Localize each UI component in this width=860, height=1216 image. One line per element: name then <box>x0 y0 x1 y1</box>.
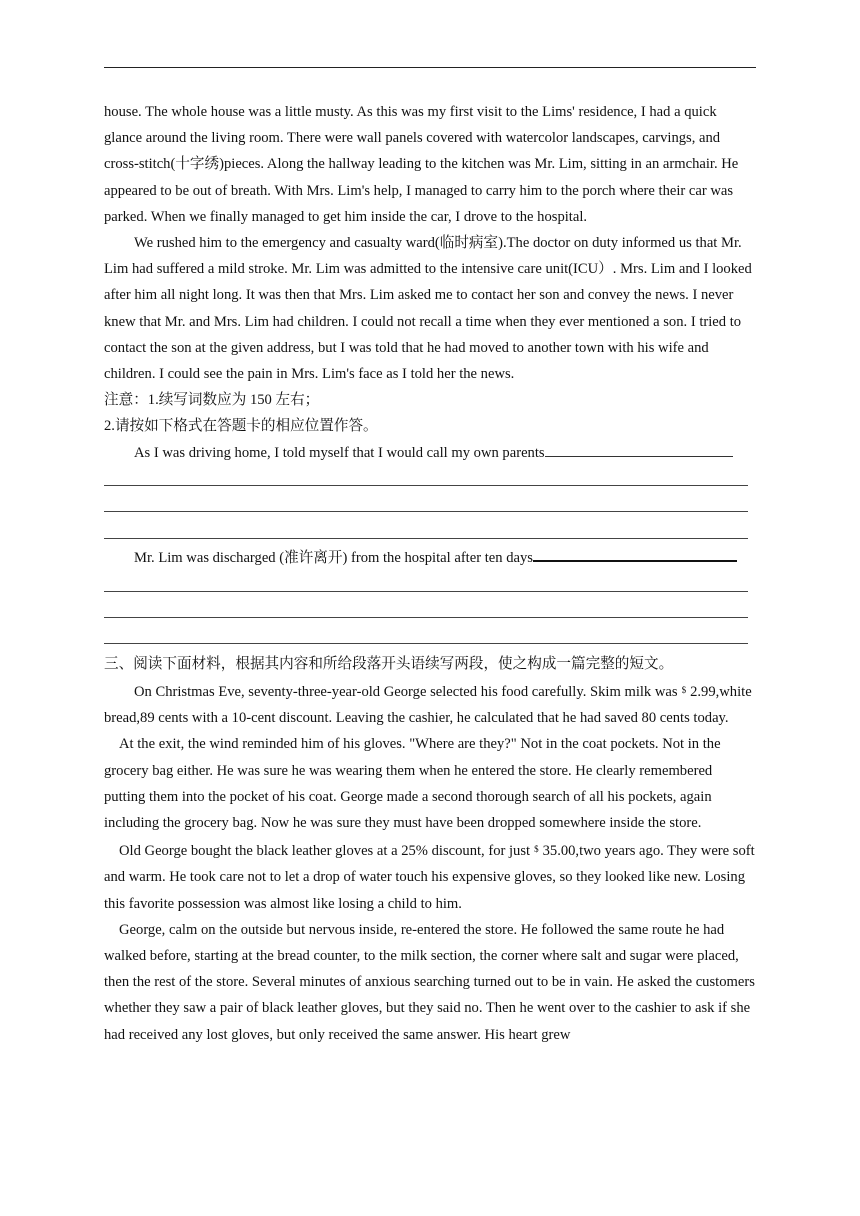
dollar-sign: $ <box>534 844 539 855</box>
dollar-sign: $ <box>681 684 687 695</box>
george-paragraph-2: At the exit, the wind reminded him of his gloves. "Where are they?" Not in the coat pockets. Not in the grocery bag either. He was sure he was wearing them when he entered the store. He clearly remembered putting them into the pocket of his coat. George made a second thorough search of all his pockets, again including the grocery bag. Now he was sure they must have been dropped somewhere inside the store. <box>104 736 721 831</box>
prompt-2-blank <box>533 546 737 562</box>
header-rule <box>104 67 756 68</box>
answer-line <box>104 598 756 624</box>
george-paragraph-3: Old George bought the black leather gloves at a 25% discount, for just $ 35.00,two years ago. They were soft and warm. He took care not to let a drop of water touch his expensive gloves, so they looked like new. Losing this favorite possession was almost like losing a child to him. <box>104 843 755 912</box>
answer-line <box>104 572 756 598</box>
section-3-heading: 三、阅读下面材料，根据其内容和所给段落开头语续写两段，使之构成一篇完整的短文。 <box>104 655 674 672</box>
story-paragraph-1: house. The whole house was a little musty. As this was my first visit to the Lims' residence, I had a quick glance around the living room. There were wall panels covered with watercolor landscapes, carvings, and cross-stitch(十字绣)pieces. Along the hallway leading to the kitchen was Mr. Lim, sitting in an armchair. He appeared to be out of breath. With Mrs. Lim's help, I managed to carry him to the porch where their car was parked. When we finally managed to get him inside the car, I drove to the hospital. <box>104 104 739 225</box>
george-paragraph-4: George, calm on the outside but nervous inside, re-entered the store. He followed the same route he had walked before, starting at the bread counter, to the milk section, the corner where salt and sugar were placed, then the rest of the store. Several minutes of anxious searching turned out to be in vain. He asked the customers whether they saw a pair of black leather gloves, but they said no. Then he went over to the cashier to ask if she had received any lost gloves, but only received the same answer. His heart grew <box>104 921 755 1043</box>
prompt-1-text: As I was driving home, I told myself that I would call my own parents <box>134 444 545 461</box>
instruction-note-word-count: 注意：1.续写词数应为 150 左右； <box>104 392 320 409</box>
answer-line <box>104 624 756 650</box>
continuation-prompt-2 <box>104 545 756 571</box>
answer-line <box>104 519 756 545</box>
story-paragraph-2: We rushed him to the emergency and casualty ward(临时病室).The doctor on duty informed us that Mr. Lim had suffered a mild stroke. Mr. Lim was admitted to the intensive care unit(ICU）. Mrs. Lim and I looked after him all night long. It was then that Mrs. Lim asked me to contact her son and convey the news. I never knew that Mr. and Mrs. Lim had children. I could not recall a time when they ever mentioned a son. I tried to contact the son at the given address, but I was told that he had moved to another town with his wife and children. I could see the pain in Mrs. Lim's face as I told her the news. <box>104 235 752 383</box>
answer-line <box>104 466 756 492</box>
prompt-2-text: Mr. Lim was discharged (准许离开) from the hospital after ten days <box>134 550 533 567</box>
george-paragraph-1: On Christmas Eve, seventy-three-year-old George selected his food carefully. Skim milk was $ 2.99,white bread,89 cents with a 10-cent discount. Leaving the cashier, he calculated that he had saved 80 cents today. <box>104 683 752 727</box>
instruction-note-format: 2.请按如下格式在答题卡的相应位置作答。 <box>104 418 378 435</box>
continuation-prompt-1 <box>104 440 756 466</box>
document-body <box>104 99 756 1048</box>
prompt-1-blank <box>545 442 733 457</box>
answer-line <box>104 492 756 518</box>
